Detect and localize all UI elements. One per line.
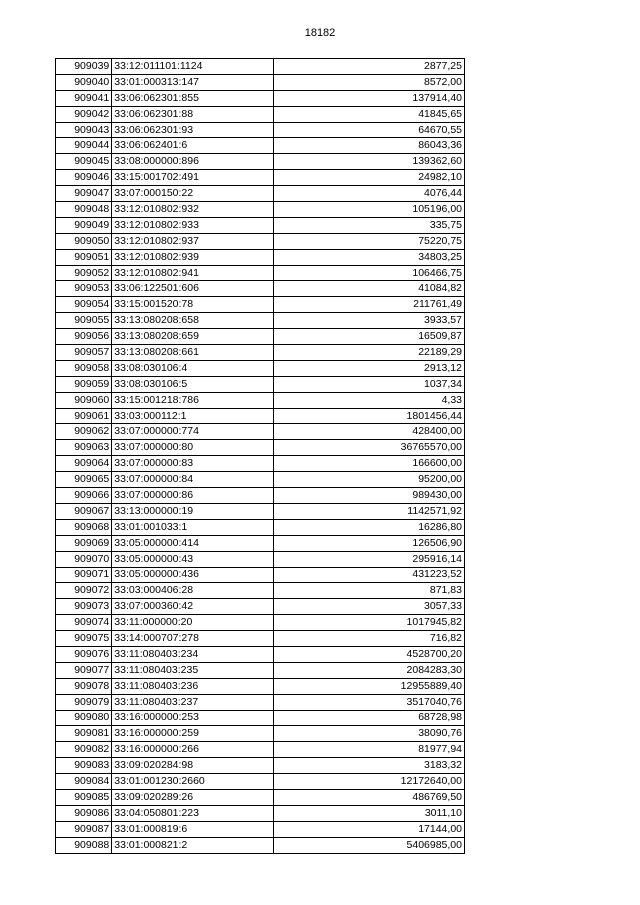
row-number-cell: 909084 bbox=[56, 774, 112, 790]
cadastral-number-cell: 33:01:001230:2660 bbox=[112, 774, 274, 790]
value-cell: 166600,00 bbox=[274, 456, 465, 472]
table-row bbox=[56, 472, 465, 488]
row-number-cell: 909066 bbox=[56, 488, 112, 504]
value-cell: 5406985,00 bbox=[274, 837, 465, 853]
row-number-cell: 909056 bbox=[56, 329, 112, 345]
value-cell: 106466,75 bbox=[274, 265, 465, 281]
value-cell: 4528700,20 bbox=[274, 646, 465, 662]
cadastral-number-cell: 33:13:080208:659 bbox=[112, 329, 274, 345]
table-row bbox=[56, 456, 465, 472]
cadastral-number-cell: 33:11:080403:236 bbox=[112, 678, 274, 694]
row-number-cell: 909062 bbox=[56, 424, 112, 440]
table-row bbox=[56, 59, 465, 75]
value-cell: 16509,87 bbox=[274, 329, 465, 345]
value-cell: 2913,12 bbox=[274, 360, 465, 376]
row-number-cell: 909088 bbox=[56, 837, 112, 853]
value-cell: 716,82 bbox=[274, 631, 465, 647]
cadastral-number-cell: 33:16:000000:259 bbox=[112, 726, 274, 742]
table-row bbox=[56, 392, 465, 408]
value-cell: 2084283,30 bbox=[274, 662, 465, 678]
table-row bbox=[56, 583, 465, 599]
value-cell: 68728,98 bbox=[274, 710, 465, 726]
cadastral-number-cell: 33:11:080403:234 bbox=[112, 646, 274, 662]
row-number-cell: 909073 bbox=[56, 599, 112, 615]
value-cell: 139362,60 bbox=[274, 154, 465, 170]
value-cell: 24982,10 bbox=[274, 170, 465, 186]
value-cell: 86043,36 bbox=[274, 138, 465, 154]
row-number-cell: 909059 bbox=[56, 376, 112, 392]
table-row bbox=[56, 678, 465, 694]
value-cell: 2877,25 bbox=[274, 59, 465, 75]
value-cell: 8572,00 bbox=[274, 74, 465, 90]
cadastral-number-cell: 33:06:122501:606 bbox=[112, 281, 274, 297]
cadastral-number-cell: 33:08:030106:5 bbox=[112, 376, 274, 392]
cadastral-number-cell: 33:07:000360:42 bbox=[112, 599, 274, 615]
row-number-cell: 909086 bbox=[56, 805, 112, 821]
value-cell: 16286,80 bbox=[274, 519, 465, 535]
row-number-cell: 909081 bbox=[56, 726, 112, 742]
cadastral-number-cell: 33:16:000000:253 bbox=[112, 710, 274, 726]
row-number-cell: 909050 bbox=[56, 233, 112, 249]
table-row bbox=[56, 440, 465, 456]
cadastral-number-cell: 33:06:062301:855 bbox=[112, 90, 274, 106]
table-row bbox=[56, 186, 465, 202]
cadastral-number-cell: 33:07:000000:80 bbox=[112, 440, 274, 456]
cadastral-number-cell: 33:08:000000:896 bbox=[112, 154, 274, 170]
value-cell: 95200,00 bbox=[274, 472, 465, 488]
cadastral-number-cell: 33:11:000000:20 bbox=[112, 615, 274, 631]
table-row bbox=[56, 74, 465, 90]
table-row bbox=[56, 789, 465, 805]
table-row bbox=[56, 551, 465, 567]
row-number-cell: 909052 bbox=[56, 265, 112, 281]
table-row bbox=[56, 774, 465, 790]
table-row bbox=[56, 217, 465, 233]
value-cell: 871,83 bbox=[274, 583, 465, 599]
cadastral-number-cell: 33:07:000000:84 bbox=[112, 472, 274, 488]
table-row bbox=[56, 249, 465, 265]
value-cell: 3057,33 bbox=[274, 599, 465, 615]
cadastral-number-cell: 33:12:010802:937 bbox=[112, 233, 274, 249]
row-number-cell: 909065 bbox=[56, 472, 112, 488]
cadastral-number-cell: 33:03:000406:28 bbox=[112, 583, 274, 599]
cadastral-number-cell: 33:12:010802:933 bbox=[112, 217, 274, 233]
table-row bbox=[56, 202, 465, 218]
table-row bbox=[56, 742, 465, 758]
row-number-cell: 909039 bbox=[56, 59, 112, 75]
page-number: 18182 bbox=[304, 27, 336, 39]
row-number-cell: 909085 bbox=[56, 789, 112, 805]
row-number-cell: 909078 bbox=[56, 678, 112, 694]
table-row bbox=[56, 122, 465, 138]
cadastral-number-cell: 33:05:000000:414 bbox=[112, 535, 274, 551]
row-number-cell: 909070 bbox=[56, 551, 112, 567]
row-number-cell: 909047 bbox=[56, 186, 112, 202]
cadastral-number-cell: 33:11:080403:237 bbox=[112, 694, 274, 710]
cadastral-number-cell: 33:01:000819:6 bbox=[112, 821, 274, 837]
cadastral-number-cell: 33:12:010802:941 bbox=[112, 265, 274, 281]
table-row bbox=[56, 329, 465, 345]
value-cell: 4,33 bbox=[274, 392, 465, 408]
row-number-cell: 909042 bbox=[56, 106, 112, 122]
value-cell: 105196,00 bbox=[274, 202, 465, 218]
cadastral-number-cell: 33:06:062301:93 bbox=[112, 122, 274, 138]
row-number-cell: 909046 bbox=[56, 170, 112, 186]
value-cell: 12955889,40 bbox=[274, 678, 465, 694]
row-number-cell: 909076 bbox=[56, 646, 112, 662]
table-row bbox=[56, 424, 465, 440]
row-number-cell: 909082 bbox=[56, 742, 112, 758]
value-cell: 34803,25 bbox=[274, 249, 465, 265]
table-row bbox=[56, 360, 465, 376]
table-row bbox=[56, 726, 465, 742]
cadastral-number-cell: 33:03:000112:1 bbox=[112, 408, 274, 424]
cadastral-number-cell: 33:13:080208:658 bbox=[112, 313, 274, 329]
value-cell: 1142571,92 bbox=[274, 503, 465, 519]
row-number-cell: 909074 bbox=[56, 615, 112, 631]
row-number-cell: 909043 bbox=[56, 122, 112, 138]
row-number-cell: 909051 bbox=[56, 249, 112, 265]
cadastral-number-cell: 33:06:062301:88 bbox=[112, 106, 274, 122]
row-number-cell: 909041 bbox=[56, 90, 112, 106]
value-cell: 3933,57 bbox=[274, 313, 465, 329]
value-cell: 12172640,00 bbox=[274, 774, 465, 790]
value-cell: 137914,40 bbox=[274, 90, 465, 106]
cadastral-number-cell: 33:04:050801:223 bbox=[112, 805, 274, 821]
value-cell: 431223,52 bbox=[274, 567, 465, 583]
table-row bbox=[56, 694, 465, 710]
cadastral-number-cell: 33:14:000707:278 bbox=[112, 631, 274, 647]
cadastral-value-table bbox=[55, 58, 465, 854]
cadastral-number-cell: 33:15:001702:491 bbox=[112, 170, 274, 186]
row-number-cell: 909075 bbox=[56, 631, 112, 647]
cadastral-number-cell: 33:13:000000:19 bbox=[112, 503, 274, 519]
row-number-cell: 909053 bbox=[56, 281, 112, 297]
value-cell: 126506,90 bbox=[274, 535, 465, 551]
value-cell: 17144,00 bbox=[274, 821, 465, 837]
value-cell: 64670,55 bbox=[274, 122, 465, 138]
cadastral-number-cell: 33:12:010802:939 bbox=[112, 249, 274, 265]
row-number-cell: 909068 bbox=[56, 519, 112, 535]
table-row bbox=[56, 90, 465, 106]
table-row bbox=[56, 631, 465, 647]
row-number-cell: 909071 bbox=[56, 567, 112, 583]
table-row bbox=[56, 758, 465, 774]
table-row bbox=[56, 376, 465, 392]
row-number-cell: 909069 bbox=[56, 535, 112, 551]
table-row bbox=[56, 503, 465, 519]
value-cell: 22189,29 bbox=[274, 345, 465, 361]
table-body bbox=[56, 59, 465, 854]
cadastral-number-cell: 33:07:000000:774 bbox=[112, 424, 274, 440]
value-cell: 1037,34 bbox=[274, 376, 465, 392]
row-number-cell: 909061 bbox=[56, 408, 112, 424]
value-cell: 428400,00 bbox=[274, 424, 465, 440]
row-number-cell: 909072 bbox=[56, 583, 112, 599]
cadastral-number-cell: 33:06:062401:6 bbox=[112, 138, 274, 154]
value-cell: 81977,94 bbox=[274, 742, 465, 758]
row-number-cell: 909087 bbox=[56, 821, 112, 837]
cadastral-number-cell: 33:01:000313:147 bbox=[112, 74, 274, 90]
row-number-cell: 909083 bbox=[56, 758, 112, 774]
table-row bbox=[56, 313, 465, 329]
cadastral-number-cell: 33:07:000150:22 bbox=[112, 186, 274, 202]
table-row bbox=[56, 615, 465, 631]
table-row bbox=[56, 265, 465, 281]
cadastral-number-cell: 33:08:030106:4 bbox=[112, 360, 274, 376]
value-cell: 486769,50 bbox=[274, 789, 465, 805]
row-number-cell: 909060 bbox=[56, 392, 112, 408]
table-row bbox=[56, 154, 465, 170]
row-number-cell: 909044 bbox=[56, 138, 112, 154]
value-cell: 75220,75 bbox=[274, 233, 465, 249]
cadastral-number-cell: 33:01:001033:1 bbox=[112, 519, 274, 535]
cadastral-number-cell: 33:15:001520:78 bbox=[112, 297, 274, 313]
row-number-cell: 909048 bbox=[56, 202, 112, 218]
row-number-cell: 909067 bbox=[56, 503, 112, 519]
row-number-cell: 909077 bbox=[56, 662, 112, 678]
value-cell: 38090,76 bbox=[274, 726, 465, 742]
cadastral-number-cell: 33:01:000821:2 bbox=[112, 837, 274, 853]
row-number-cell: 909079 bbox=[56, 694, 112, 710]
table-row bbox=[56, 106, 465, 122]
row-number-cell: 909045 bbox=[56, 154, 112, 170]
table-row bbox=[56, 170, 465, 186]
row-number-cell: 909064 bbox=[56, 456, 112, 472]
value-cell: 211761,49 bbox=[274, 297, 465, 313]
table-row bbox=[56, 488, 465, 504]
row-number-cell: 909040 bbox=[56, 74, 112, 90]
cadastral-number-cell: 33:12:011101:1124 bbox=[112, 59, 274, 75]
row-number-cell: 909057 bbox=[56, 345, 112, 361]
value-cell: 295916,14 bbox=[274, 551, 465, 567]
table-row bbox=[56, 567, 465, 583]
table-row bbox=[56, 821, 465, 837]
row-number-cell: 909049 bbox=[56, 217, 112, 233]
row-number-cell: 909080 bbox=[56, 710, 112, 726]
row-number-cell: 909054 bbox=[56, 297, 112, 313]
cadastral-number-cell: 33:15:001218:786 bbox=[112, 392, 274, 408]
value-cell: 1801456,44 bbox=[274, 408, 465, 424]
table-row bbox=[56, 535, 465, 551]
row-number-cell: 909055 bbox=[56, 313, 112, 329]
cadastral-number-cell: 33:07:000000:83 bbox=[112, 456, 274, 472]
row-number-cell: 909058 bbox=[56, 360, 112, 376]
value-cell: 4076,44 bbox=[274, 186, 465, 202]
cadastral-number-cell: 33:05:000000:43 bbox=[112, 551, 274, 567]
cadastral-number-cell: 33:07:000000:86 bbox=[112, 488, 274, 504]
value-cell: 335,75 bbox=[274, 217, 465, 233]
row-number-cell: 909063 bbox=[56, 440, 112, 456]
table-row bbox=[56, 710, 465, 726]
table-row bbox=[56, 281, 465, 297]
cadastral-number-cell: 33:05:000000:436 bbox=[112, 567, 274, 583]
cadastral-number-cell: 33:11:080403:235 bbox=[112, 662, 274, 678]
value-cell: 3011,10 bbox=[274, 805, 465, 821]
table-row bbox=[56, 837, 465, 853]
table-row bbox=[56, 599, 465, 615]
table-row bbox=[56, 662, 465, 678]
cadastral-number-cell: 33:13:080208:661 bbox=[112, 345, 274, 361]
value-cell: 36765570,00 bbox=[274, 440, 465, 456]
cadastral-number-cell: 33:12:010802:932 bbox=[112, 202, 274, 218]
table-row bbox=[56, 345, 465, 361]
cadastral-number-cell: 33:09:020289:26 bbox=[112, 789, 274, 805]
table-row bbox=[56, 805, 465, 821]
value-cell: 3183,32 bbox=[274, 758, 465, 774]
value-cell: 41084,82 bbox=[274, 281, 465, 297]
table-row bbox=[56, 408, 465, 424]
cadastral-number-cell: 33:16:000000:266 bbox=[112, 742, 274, 758]
value-cell: 41845,65 bbox=[274, 106, 465, 122]
table-row bbox=[56, 519, 465, 535]
value-cell: 1017945,82 bbox=[274, 615, 465, 631]
table-row bbox=[56, 646, 465, 662]
cadastral-number-cell: 33:09:020284:98 bbox=[112, 758, 274, 774]
table-row bbox=[56, 297, 465, 313]
table-row bbox=[56, 233, 465, 249]
table-row bbox=[56, 138, 465, 154]
value-cell: 989430,00 bbox=[274, 488, 465, 504]
value-cell: 3517040,76 bbox=[274, 694, 465, 710]
